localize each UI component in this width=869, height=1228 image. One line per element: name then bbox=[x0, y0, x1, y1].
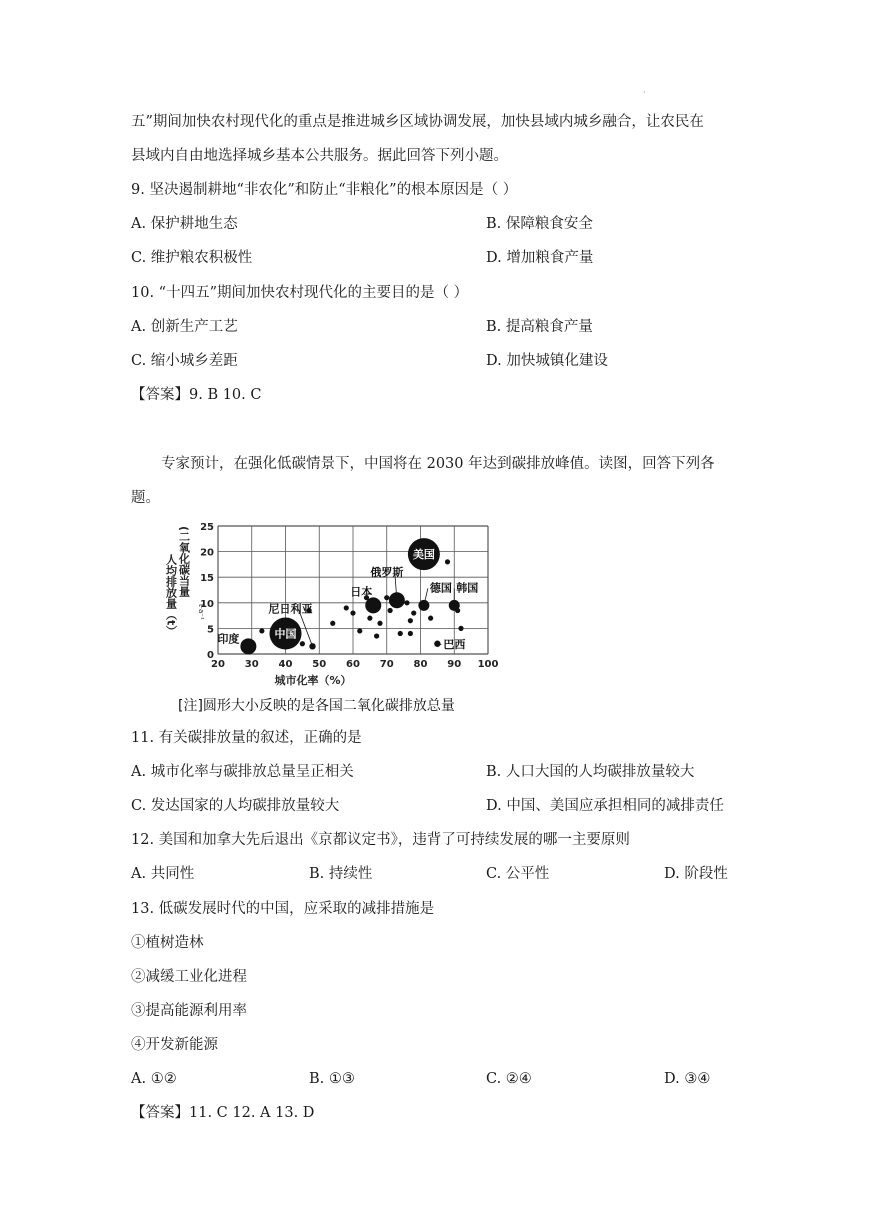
y-tick-label: 0 bbox=[207, 650, 214, 661]
y-axis-label-sub: (二氧化碳当量 bbox=[177, 526, 191, 598]
x-tick-label: 80 bbox=[413, 659, 428, 670]
question-9-option-a: A. 保护耕地生态 bbox=[131, 216, 238, 232]
y-tick-label: 25 bbox=[200, 522, 214, 533]
data-point bbox=[377, 621, 382, 626]
question-12-stem: 12. 美国和加拿大先后退出《京都议定书》，违背了可持续发展的哪一主要原则 bbox=[131, 832, 630, 848]
data-point bbox=[458, 626, 463, 631]
y-tick-label: 15 bbox=[200, 573, 214, 585]
x-tick-label: 90 bbox=[447, 659, 462, 670]
question-12-option-b: B. 持续性 bbox=[309, 866, 373, 882]
data-point bbox=[411, 610, 416, 615]
point-label-中国: 中国 bbox=[274, 627, 297, 641]
carbon-emission-chart bbox=[162, 518, 502, 718]
x-tick-labels bbox=[211, 659, 498, 670]
y-tick-label: 5 bbox=[207, 624, 214, 636]
question-13-option-c: C. ②④ bbox=[486, 1071, 532, 1087]
data-point bbox=[367, 616, 372, 621]
paragraph-line: 题。 bbox=[131, 490, 160, 506]
y-axis-label: 人均排放量（t） bbox=[164, 554, 178, 637]
question-9-option-c: C. 维护粮农积极性 bbox=[131, 250, 253, 266]
question-11-stem: 11. 有关碳排放量的叙述，正确的是 bbox=[131, 730, 362, 746]
chart-note: [注]圆形大小反映的是各国二氧化碳排放总量 bbox=[178, 698, 455, 714]
data-point bbox=[350, 610, 355, 615]
data-point bbox=[300, 641, 305, 646]
y-tick-label: 10 bbox=[200, 598, 214, 610]
question-12-option-a: A. 共同性 bbox=[131, 866, 195, 882]
question-9-option-d: D. 增加粮食产量 bbox=[486, 250, 594, 266]
point-label-德国: 德国 bbox=[429, 581, 452, 595]
y-axis-unit: t·a⁻¹ bbox=[197, 604, 205, 620]
question-9-stem: 9. 坚决遏制耕地“非农化”和防止“非粮化”的根本原因是（ ） bbox=[131, 182, 518, 198]
question-10-option-d: D. 加快城镇化建设 bbox=[486, 353, 608, 369]
data-point bbox=[374, 633, 379, 638]
x-tick-label: 20 bbox=[211, 659, 225, 670]
question-13-item: ②减缓工业化进程 bbox=[131, 969, 247, 985]
paragraph-line: 五”期间加快农村现代化的重点是推进城乡区域协调发展，加快县域内城乡融合，让农民在 bbox=[131, 114, 704, 130]
data-point bbox=[408, 618, 413, 623]
point-label-巴西: 巴西 bbox=[443, 637, 466, 651]
data-point bbox=[398, 631, 403, 636]
point-labels bbox=[217, 547, 478, 651]
x-tick-label: 60 bbox=[346, 659, 360, 670]
question-11-option-b: B. 人口大国的人均碳排放量较大 bbox=[486, 764, 695, 780]
question-9-option-b: B. 保障粮食安全 bbox=[486, 216, 593, 232]
question-11-option-c: C. 发达国家的人均碳排放量较大 bbox=[131, 798, 340, 814]
question-12-option-d: D. 阶段性 bbox=[664, 866, 728, 882]
question-13-option-b: B. ①③ bbox=[309, 1071, 355, 1087]
page-dot: · bbox=[643, 88, 646, 97]
question-10-stem: 10. “十四五”期间加快农村现代化的主要目的是（ ） bbox=[131, 285, 469, 301]
x-tick-label: 30 bbox=[244, 659, 259, 670]
question-12-option-c: C. 公平性 bbox=[486, 866, 550, 882]
data-point bbox=[388, 608, 393, 613]
question-13-option-a: A. ①② bbox=[131, 1071, 177, 1087]
data-point bbox=[445, 559, 450, 564]
data-point bbox=[259, 628, 264, 633]
question-10-option-a: A. 创新生产工艺 bbox=[131, 319, 238, 335]
data-point-日本 bbox=[365, 597, 381, 613]
point-label-美国: 美国 bbox=[412, 548, 435, 562]
point-label-印度: 印度 bbox=[217, 632, 240, 646]
x-tick-label: 40 bbox=[278, 659, 293, 670]
answer-line: 【答案】9. B 10. C bbox=[131, 387, 262, 403]
answer-line: 【答案】11. C 12. A 13. D bbox=[131, 1105, 315, 1121]
data-point bbox=[404, 600, 409, 605]
question-10-option-b: B. 提高粮食产量 bbox=[486, 319, 593, 335]
data-point bbox=[330, 621, 335, 626]
question-13-option-d: D. ③④ bbox=[664, 1071, 711, 1087]
question-13-item: ④开发新能源 bbox=[131, 1037, 218, 1053]
y-tick-labels bbox=[200, 522, 214, 661]
x-tick-label: 100 bbox=[477, 659, 499, 670]
x-tick-label: 70 bbox=[379, 659, 394, 670]
question-13-item: ①植树造林 bbox=[131, 935, 204, 951]
data-point bbox=[408, 631, 413, 636]
x-tick-label: 50 bbox=[312, 659, 327, 670]
data-point bbox=[384, 595, 389, 600]
data-point bbox=[344, 605, 349, 610]
paragraph-line: 县域内自由地选择城乡基本公共服务。据此回答下列小题。 bbox=[131, 148, 508, 164]
question-11-option-d: D. 中国、美国应承担相同的减排责任 bbox=[486, 798, 724, 814]
x-axis-label: 城市化率（%） bbox=[274, 674, 352, 687]
question-11-option-a: A. 城市化率与碳排放总量呈正相关 bbox=[131, 764, 354, 780]
data-point bbox=[428, 616, 433, 621]
question-10-option-c: C. 缩小城乡差距 bbox=[131, 353, 238, 369]
data-point-印度 bbox=[240, 638, 256, 654]
y-tick-label: 20 bbox=[200, 547, 214, 559]
paragraph-line: 专家预计，在强化低碳情景下，中国将在 2030 年达到碳排放峰值。读图，回答下列各 bbox=[161, 456, 715, 472]
point-label-韩国: 韩国 bbox=[456, 581, 479, 595]
point-label-尼日利亚: 尼日利亚 bbox=[268, 602, 313, 616]
data-point bbox=[357, 628, 362, 633]
point-label-俄罗斯: 俄罗斯 bbox=[370, 566, 404, 580]
question-13-item: ③提高能源利用率 bbox=[131, 1003, 247, 1019]
question-13-stem: 13. 低碳发展时代的中国，应采取的减排措施是 bbox=[131, 901, 435, 917]
point-label-日本: 日本 bbox=[350, 585, 373, 599]
